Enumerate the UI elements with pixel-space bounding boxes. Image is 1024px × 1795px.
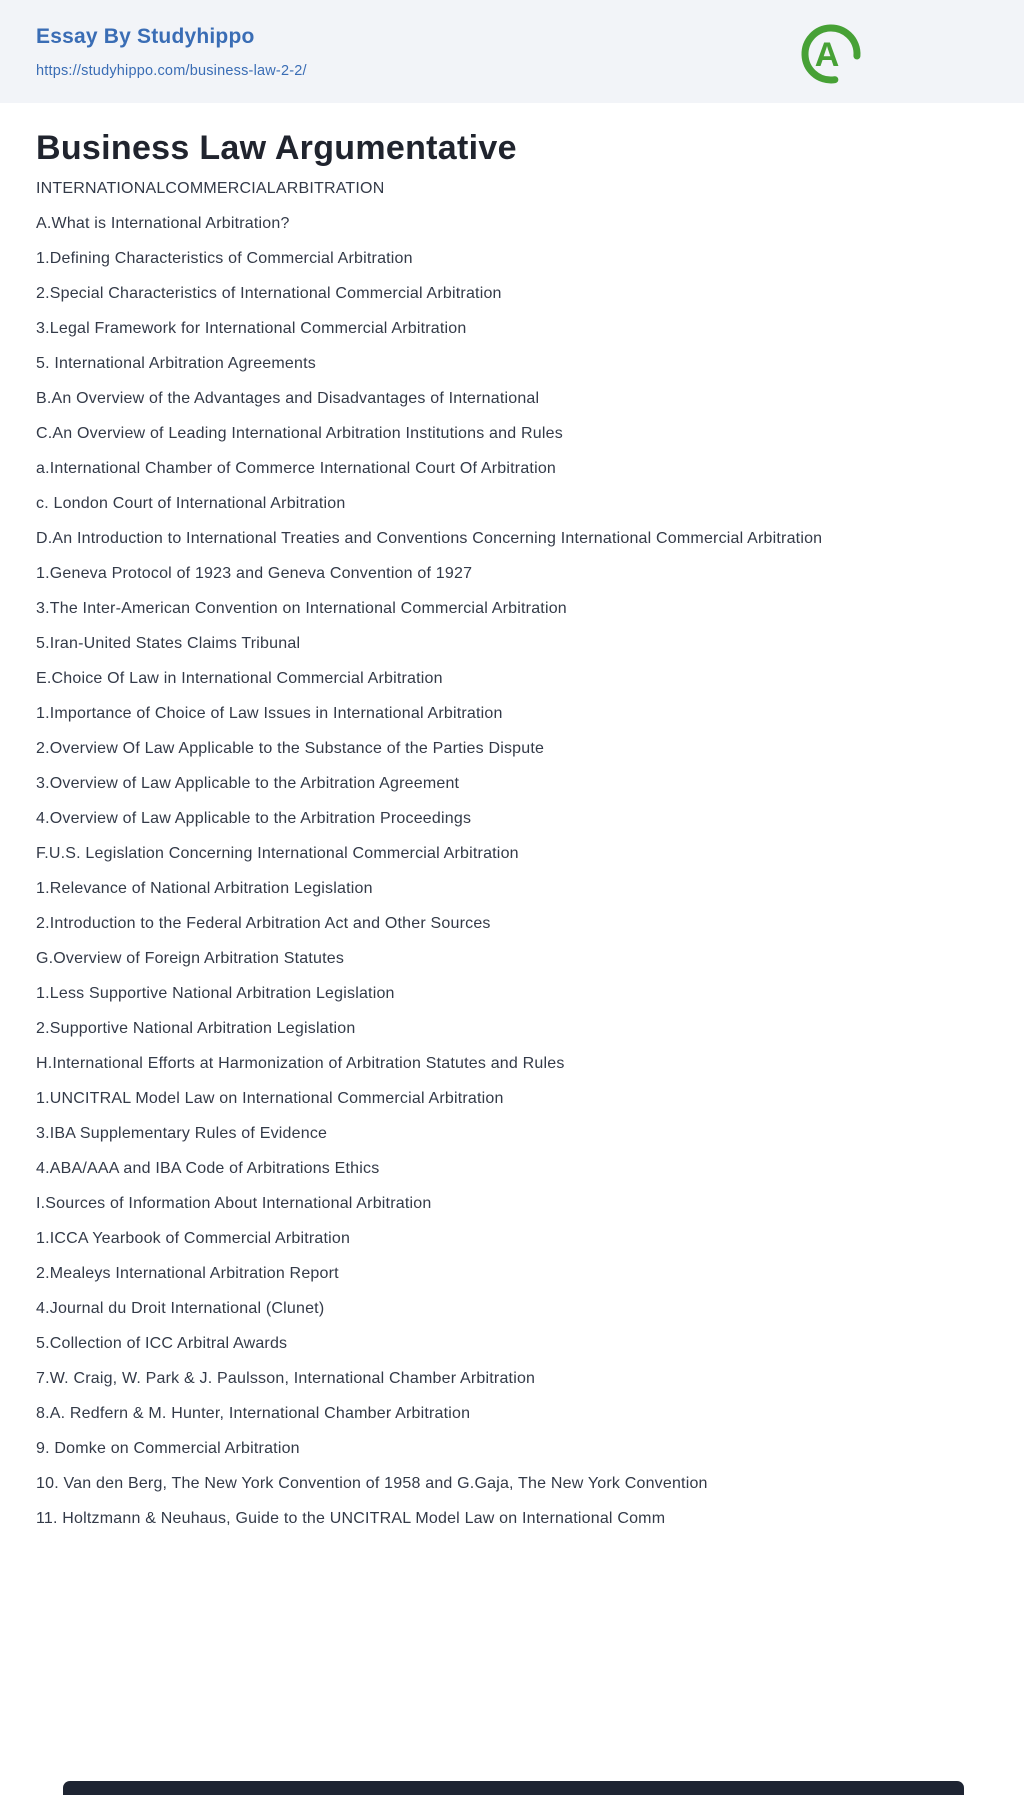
- outline-list: [36, 171, 988, 1536]
- outline-line: A.What is International Arbitration?: [36, 214, 290, 232]
- article: [0, 127, 1024, 1536]
- outline-line: 1.Defining Characteristics of Commercial Arbitration: [36, 249, 413, 267]
- outline-line: 2.Overview Of Law Applicable to the Substance of the Parties Dispute: [36, 739, 545, 757]
- outline-line: c. London Court of International Arbitration: [36, 494, 346, 512]
- page-url-link[interactable]: https://studyhippo.com/business-law-2-2/: [36, 63, 307, 79]
- outline-line: 2.Supportive National Arbitration Legislation: [36, 1019, 356, 1037]
- outline-line: 3.IBA Supplementary Rules of Evidence: [36, 1124, 328, 1142]
- outline-line: 1.ICCA Yearbook of Commercial Arbitration: [36, 1229, 351, 1247]
- outline-line: E.Choice Of Law in International Commercial Arbitration: [36, 669, 443, 687]
- outline-line: C.An Overview of Leading International Arbitration Institutions and Rules: [36, 424, 563, 442]
- outline-line: 2.Special Characteristics of International Commercial Arbitration: [36, 284, 502, 302]
- page-title: Business Law Argumentative: [36, 129, 517, 167]
- outline-line: 1.Less Supportive National Arbitration Legislation: [36, 984, 395, 1002]
- outline-line: 1.UNCITRAL Model Law on International Commercial Arbitration: [36, 1089, 504, 1107]
- outline-line: INTERNATIONALCOMMERCIALARBITRATION: [36, 179, 385, 197]
- outline-line: 7.W. Craig, W. Park & J. Paulsson, International Chamber Arbitration: [36, 1369, 536, 1387]
- outline-line: 3.Overview of Law Applicable to the Arbitration Agreement: [36, 774, 460, 792]
- outline-line: 1.Importance of Choice of Law Issues in International Arbitration: [36, 704, 503, 722]
- studyhippo-logo-icon: [799, 22, 863, 86]
- outline-line: D.An Introduction to International Treaties and Conventions Concerning International Commercial Arbitration: [36, 529, 823, 547]
- logo-letter: A: [814, 36, 840, 74]
- outline-line: 5. International Arbitration Agreements: [36, 354, 316, 372]
- outline-line: 4.Journal du Droit International (Clunet): [36, 1299, 325, 1317]
- outline-line: G.Overview of Foreign Arbitration Statutes: [36, 949, 345, 967]
- outline-line: 3.Legal Framework for International Commercial Arbitration: [36, 319, 467, 337]
- outline-line: 5.Collection of ICC Arbitral Awards: [36, 1334, 288, 1352]
- outline-line: B.An Overview of the Advantages and Disadvantages of International: [36, 389, 540, 407]
- outline-line: 1.Relevance of National Arbitration Legislation: [36, 879, 373, 897]
- outline-line: H.International Efforts at Harmonization of Arbitration Statutes and Rules: [36, 1054, 565, 1072]
- outline-line: 3.The Inter-American Convention on International Commercial Arbitration: [36, 599, 567, 617]
- outline-line: 2.Introduction to the Federal Arbitration Act and Other Sources: [36, 914, 491, 932]
- outline-line: 9. Domke on Commercial Arbitration: [36, 1439, 300, 1457]
- outline-line: I.Sources of Information About International Arbitration: [36, 1194, 432, 1212]
- outline-line: 8.A. Redfern & M. Hunter, International Chamber Arbitration: [36, 1404, 471, 1422]
- outline-line: 4.ABA/AAA and IBA Code of Arbitrations Ethics: [36, 1159, 380, 1177]
- outline-line: 2.Mealeys International Arbitration Report: [36, 1264, 339, 1282]
- outline-line: 1.Geneva Protocol of 1923 and Geneva Convention of 1927: [36, 564, 473, 582]
- outline-line: 11. Holtzmann & Neuhaus, Guide to the UNCITRAL Model Law on International Comm: [36, 1509, 666, 1527]
- outline-line: 10. Van den Berg, The New York Convention of 1958 and G.Gaja, The New York Convention: [36, 1474, 708, 1492]
- site-name-link[interactable]: Essay By Studyhippo: [36, 25, 255, 48]
- outline-line: 5.Iran-United States Claims Tribunal: [36, 634, 301, 652]
- page-header: [0, 0, 1024, 103]
- outline-line: 4.Overview of Law Applicable to the Arbitration Proceedings: [36, 809, 472, 827]
- outline-line: a.International Chamber of Commerce International Court Of Arbitration: [36, 459, 557, 477]
- horizontal-scrollbar-thumb[interactable]: [63, 1781, 964, 1795]
- outline-line: F.U.S. Legislation Concerning International Commercial Arbitration: [36, 844, 519, 862]
